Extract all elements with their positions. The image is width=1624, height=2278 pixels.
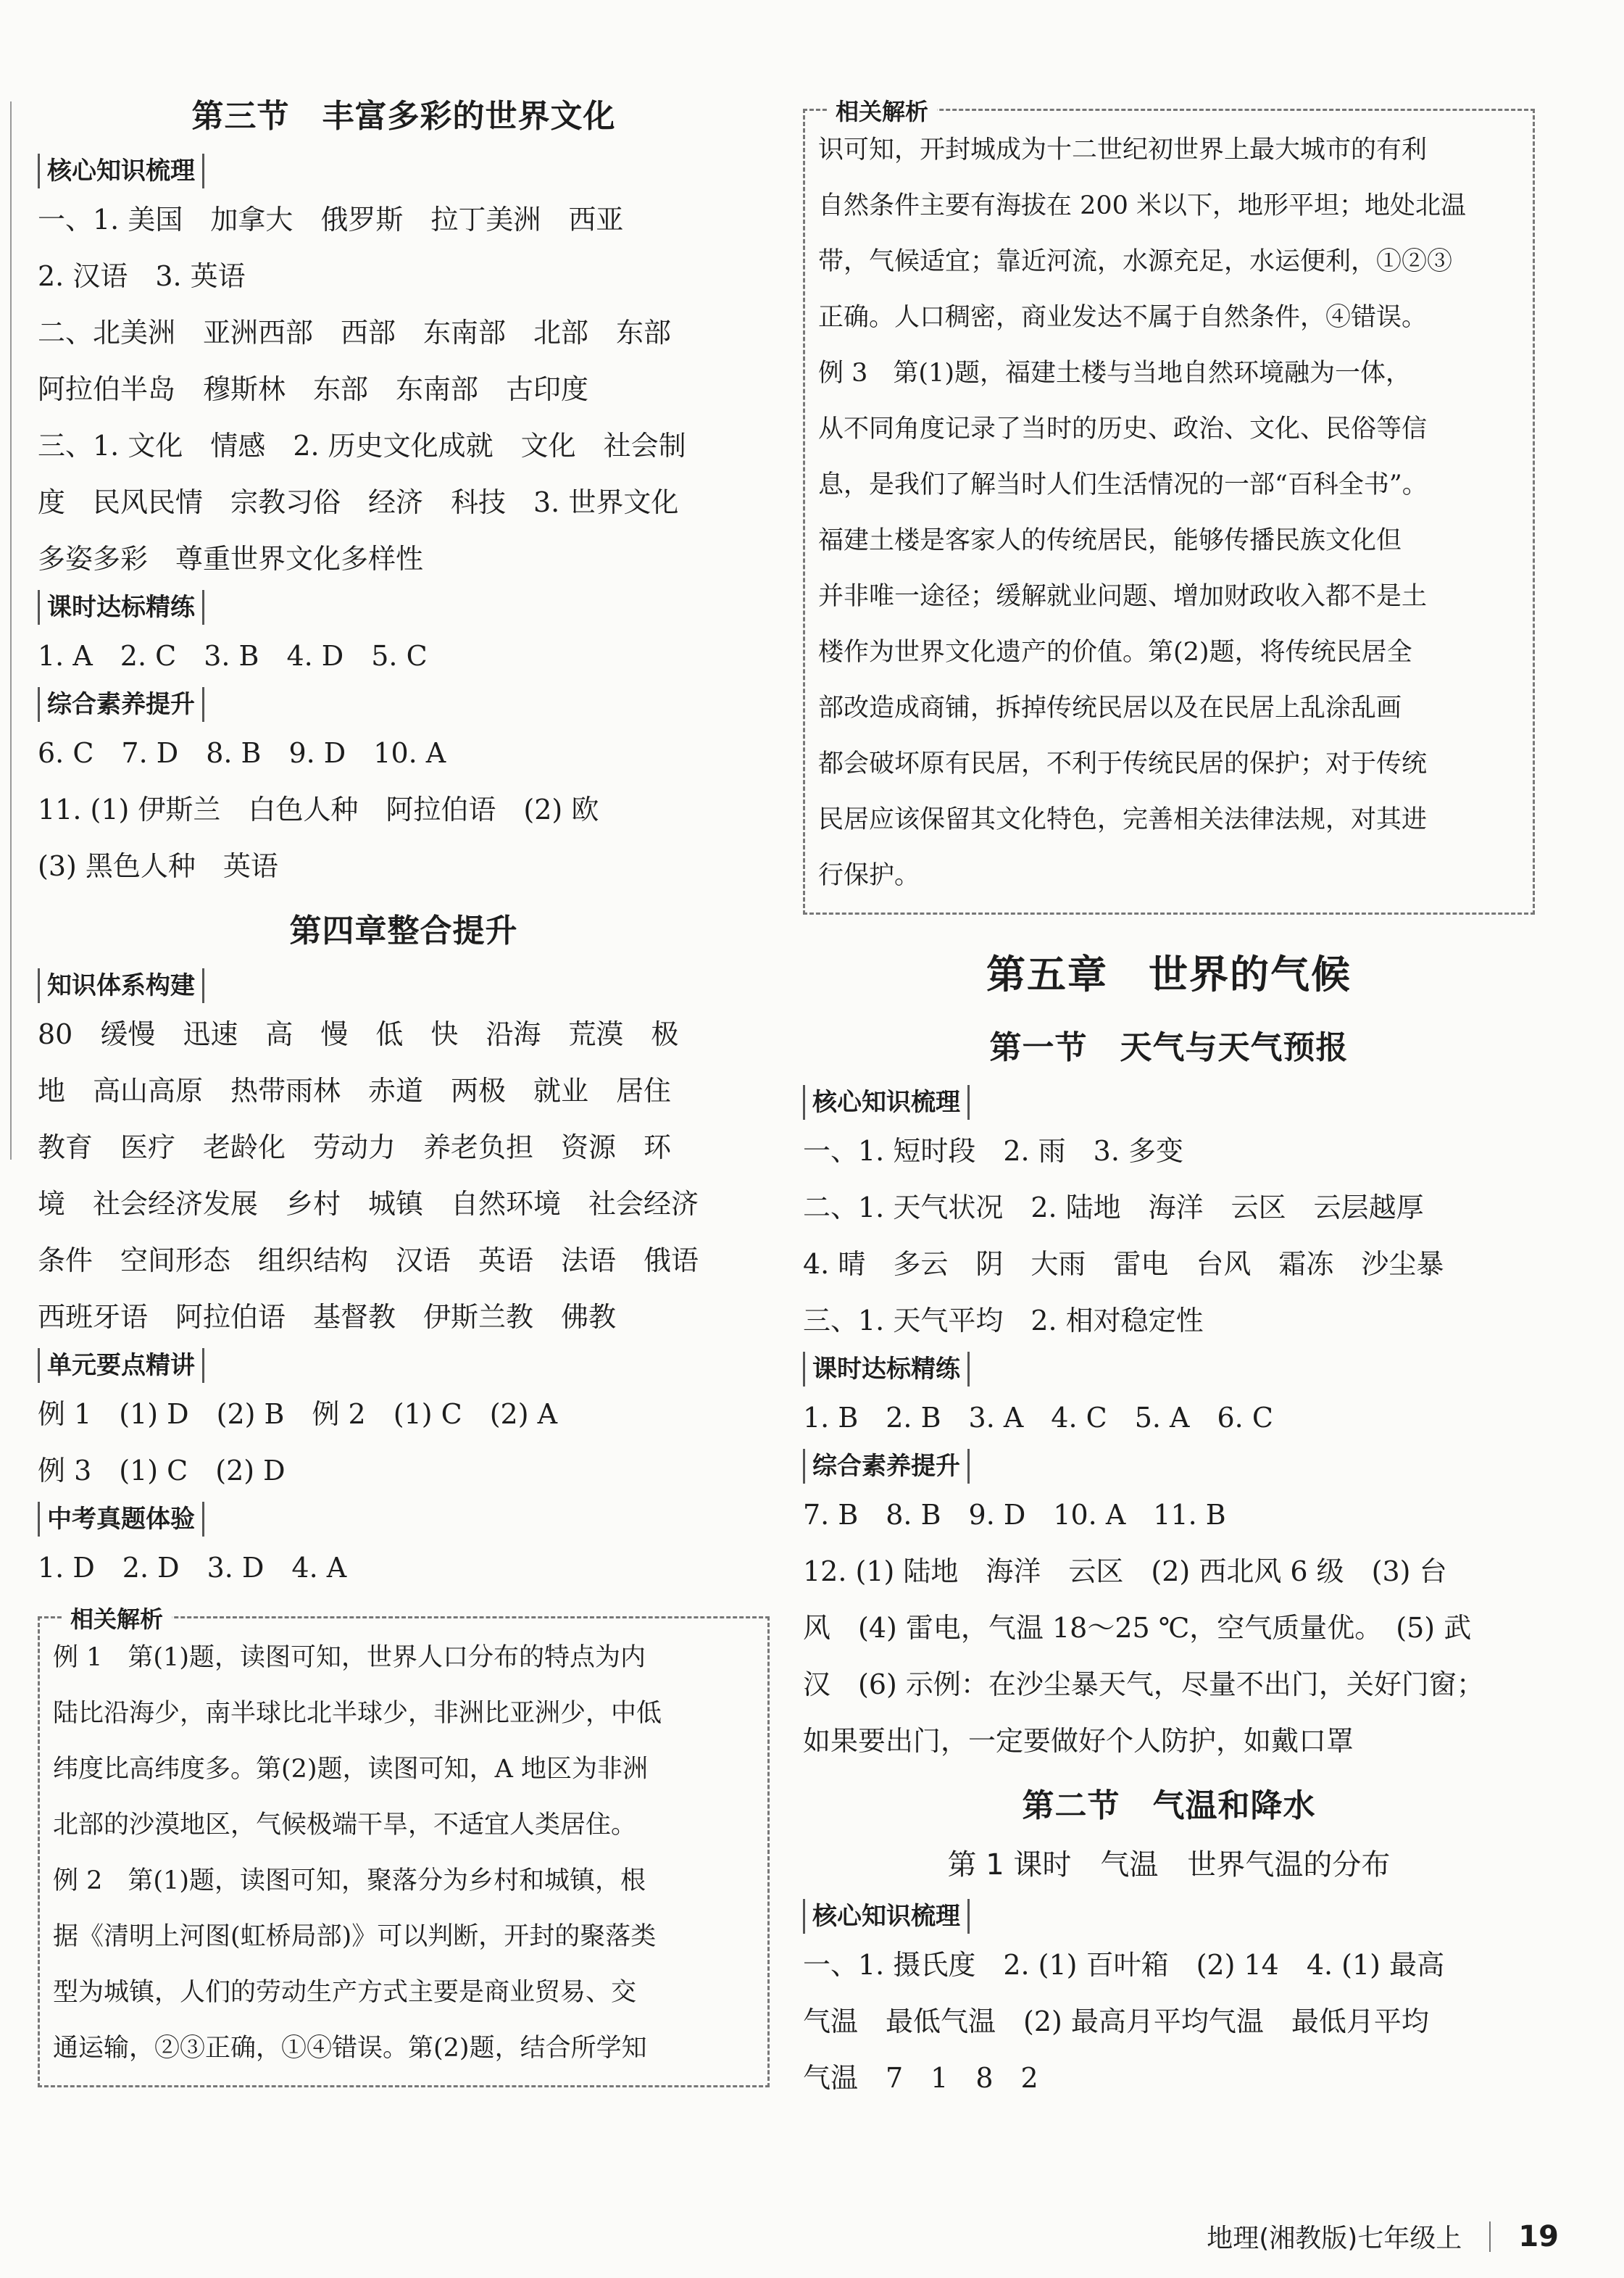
answer-line: (3) 黑色人种 英语: [38, 850, 278, 882]
answer-line: 汉 (6) 示例：在沙尘暴天气，尽量不出门，关好门窗；: [803, 1668, 1484, 1700]
analysis-line: 例 3 第(1)题，福建土楼与当地自然环境融为一体，: [818, 359, 1411, 388]
answer-line: 三、1. 天气平均 2. 相对稳定性: [803, 1305, 1204, 1337]
analysis-line: 都会破坏原有民居，不利于传统民居的保护；对于传统: [818, 749, 1428, 778]
lesson-title: 第 1 课时 气温 世界气温的分布: [947, 1848, 1391, 1882]
analysis-line: 陆比沿海少，南半球比北半球少，非洲比亚洲少，中低: [53, 1699, 662, 1728]
answer-line: 三、1. 文化 情感 2. 历史文化成就 文化 社会制: [38, 430, 686, 462]
chapter-review-title: 第四章整合提升: [289, 913, 518, 949]
section-tag: 课时达标精练: [38, 590, 204, 625]
left-column: [38, 80, 770, 2087]
answer-line: 地 高山高原 热带雨林 赤道 两极 就业 居住: [38, 1075, 672, 1107]
answer-line: 7. B 8. B 9. D 10. A 11. B: [803, 1499, 1226, 1531]
analysis-line: 例 2 第(1)题，读图可知，聚落分为乡村和城镇，根: [53, 1866, 646, 1895]
footer-divider: [1489, 2221, 1491, 2252]
answer-line: 12. (1) 陆地 海洋 云区 (2) 西北风 6 级 (3) 台: [803, 1555, 1447, 1587]
analysis-line: 据《清明上河图(虹桥局部)》可以判断，开封的聚落类: [53, 1922, 657, 1951]
answer-line: 西班牙语 阿拉伯语 基督教 伊斯兰教 佛教: [38, 1301, 617, 1333]
answer-line: 例 1 (1) D (2) B 例 2 (1) C (2) A: [38, 1398, 558, 1430]
answer-line: 境 社会经济发展 乡村 城镇 自然环境 社会经济: [38, 1188, 699, 1220]
analysis-line: 例 1 第(1)题，读图可知，世界人口分布的特点为内: [53, 1643, 646, 1672]
section-tag: 中考真题体验: [38, 1502, 204, 1537]
answer-line: 1. A 2. C 3. B 4. D 5. C: [38, 640, 428, 672]
analysis-line: 息，是我们了解当时人们生活情况的一部“百科全书”。: [818, 470, 1428, 499]
answer-line: 气温 最低气温 (2) 最高月平均气温 最低月平均: [803, 2005, 1429, 2037]
answer-line: 一、1. 短时段 2. 雨 3. 多变: [803, 1135, 1184, 1167]
answer-line: 1. D 2. D 3. D 4. A: [38, 1552, 347, 1584]
analysis-line: 通运输，②③正确，①④错误。第(2)题，结合所学知: [53, 2034, 647, 2063]
left-margin-rule: [10, 101, 12, 1160]
answer-line: 一、1. 摄氏度 2. (1) 百叶箱 (2) 14 4. (1) 最高: [803, 1949, 1445, 1981]
answer-line: 1. B 2. B 3. A 4. C 5. A 6. C: [803, 1402, 1273, 1434]
answer-line: 如果要出门，一定要做好个人防护，如戴口罩: [803, 1725, 1354, 1757]
right-column: [803, 98, 1535, 2106]
section-tag: 单元要点精讲: [38, 1348, 204, 1383]
section-title: 第三节 丰富多彩的世界文化: [191, 98, 616, 135]
answer-line: 6. C 7. D 8. B 9. D 10. A: [38, 737, 446, 769]
page-footer: [1207, 2218, 1559, 2255]
analysis-line: 福建土楼是客家人的传统居民，能够传播民族文化但: [818, 526, 1402, 555]
section-tag: 课时达标精练: [803, 1352, 970, 1387]
analysis-box: [38, 1605, 770, 2087]
section-tag: 核心知识梳理: [803, 1899, 970, 1934]
answer-line: 80 缓慢 迅速 高 慢 低 快 沿海 荒漠 极: [38, 1018, 679, 1050]
answer-line: 多姿多彩 尊重世界文化多样性: [38, 543, 424, 575]
section-tag: 综合素养提升: [803, 1449, 970, 1484]
analysis-line: 正确。人口稠密，商业发达不属于自然条件，④错误。: [818, 303, 1428, 332]
analysis-line: 型为城镇，人们的劳动生产方式主要是商业贸易、交: [53, 1978, 637, 2007]
analysis-box-title: 相关解析: [62, 1601, 172, 1634]
analysis-line: 民居应该保留其文化特色，完善相关法律法规，对其进: [818, 805, 1428, 834]
section-tag: 核心知识梳理: [803, 1085, 970, 1120]
analysis-line: 识可知，开封城成为十二世纪初世界上最大城市的有利: [818, 136, 1428, 165]
analysis-line: 并非唯一途径；缓解就业问题、增加财政收入都不是土: [818, 582, 1428, 611]
analysis-box: [803, 98, 1535, 915]
answer-line: 气温 7 1 8 2: [803, 2062, 1038, 2094]
answer-line: 一、1. 美国 加拿大 俄罗斯 拉丁美洲 西亚: [38, 204, 624, 236]
analysis-line: 纬度比高纬度多。第(2)题，读图可知，A 地区为非洲: [53, 1755, 648, 1784]
chapter-title: 第五章 世界的气候: [986, 952, 1352, 997]
analysis-line: 自然条件主要有海拔在 200 米以下，地形平坦；地处北温: [818, 191, 1467, 220]
section-tag: 核心知识梳理: [38, 154, 204, 188]
answer-line: 风 (4) 雷电，气温 18～25 ℃，空气质量优。 (5) 武: [803, 1612, 1472, 1644]
analysis-box-title: 相关解析: [827, 93, 937, 127]
answer-line: 2. 汉语 3. 英语: [38, 260, 246, 292]
answer-line: 度 民风民情 宗教习俗 经济 科技 3. 世界文化: [38, 486, 679, 518]
analysis-line: 楼作为世界文化遗产的价值。第(2)题，将传统民居全: [818, 638, 1412, 667]
analysis-line: 行保护。: [818, 861, 920, 890]
answer-line: 11. (1) 伊斯兰 白色人种 阿拉伯语 (2) 欧: [38, 794, 599, 826]
answer-line: 条件 空间形态 组织结构 汉语 英语 法语 俄语: [38, 1244, 699, 1276]
answer-line: 例 3 (1) C (2) D: [38, 1455, 286, 1487]
page-number: 19: [1518, 2219, 1559, 2253]
section-title: 第一节 天气与天气预报: [989, 1029, 1349, 1066]
analysis-line: 带，气候适宜；靠近河流，水源充足，水运便利，①②③: [818, 247, 1453, 276]
answer-line: 教育 医疗 老龄化 劳动力 养老负担 资源 环: [38, 1131, 672, 1163]
answer-block: [38, 191, 770, 587]
section-tag: 知识体系构建: [38, 968, 204, 1003]
answer-line: 4. 晴 多云 阴 大雨 雷电 台风 霜冻 沙尘暴: [803, 1248, 1444, 1280]
analysis-line: 从不同角度记录了当时的历史、政治、文化、民俗等信: [818, 415, 1428, 444]
answer-line: 二、北美洲 亚洲西部 西部 东南部 北部 东部: [38, 317, 672, 349]
analysis-line: 北部的沙漠地区，气候极端干旱，不适宜人类居住。: [53, 1811, 637, 1840]
answer-line: 阿拉伯半岛 穆斯林 东部 东南部 古印度: [38, 373, 589, 405]
answer-line: 二、1. 天气状况 2. 陆地 海洋 云区 云层越厚: [803, 1192, 1424, 1223]
analysis-line: 部改造成商铺，拆掉传统民居以及在民居上乱涂乱画: [818, 694, 1402, 723]
section-title: 第二节 气温和降水: [1022, 1787, 1316, 1824]
section-tag: 综合素养提升: [38, 687, 204, 722]
subject-label: 地理(湘教版)七年级上: [1207, 2224, 1462, 2253]
